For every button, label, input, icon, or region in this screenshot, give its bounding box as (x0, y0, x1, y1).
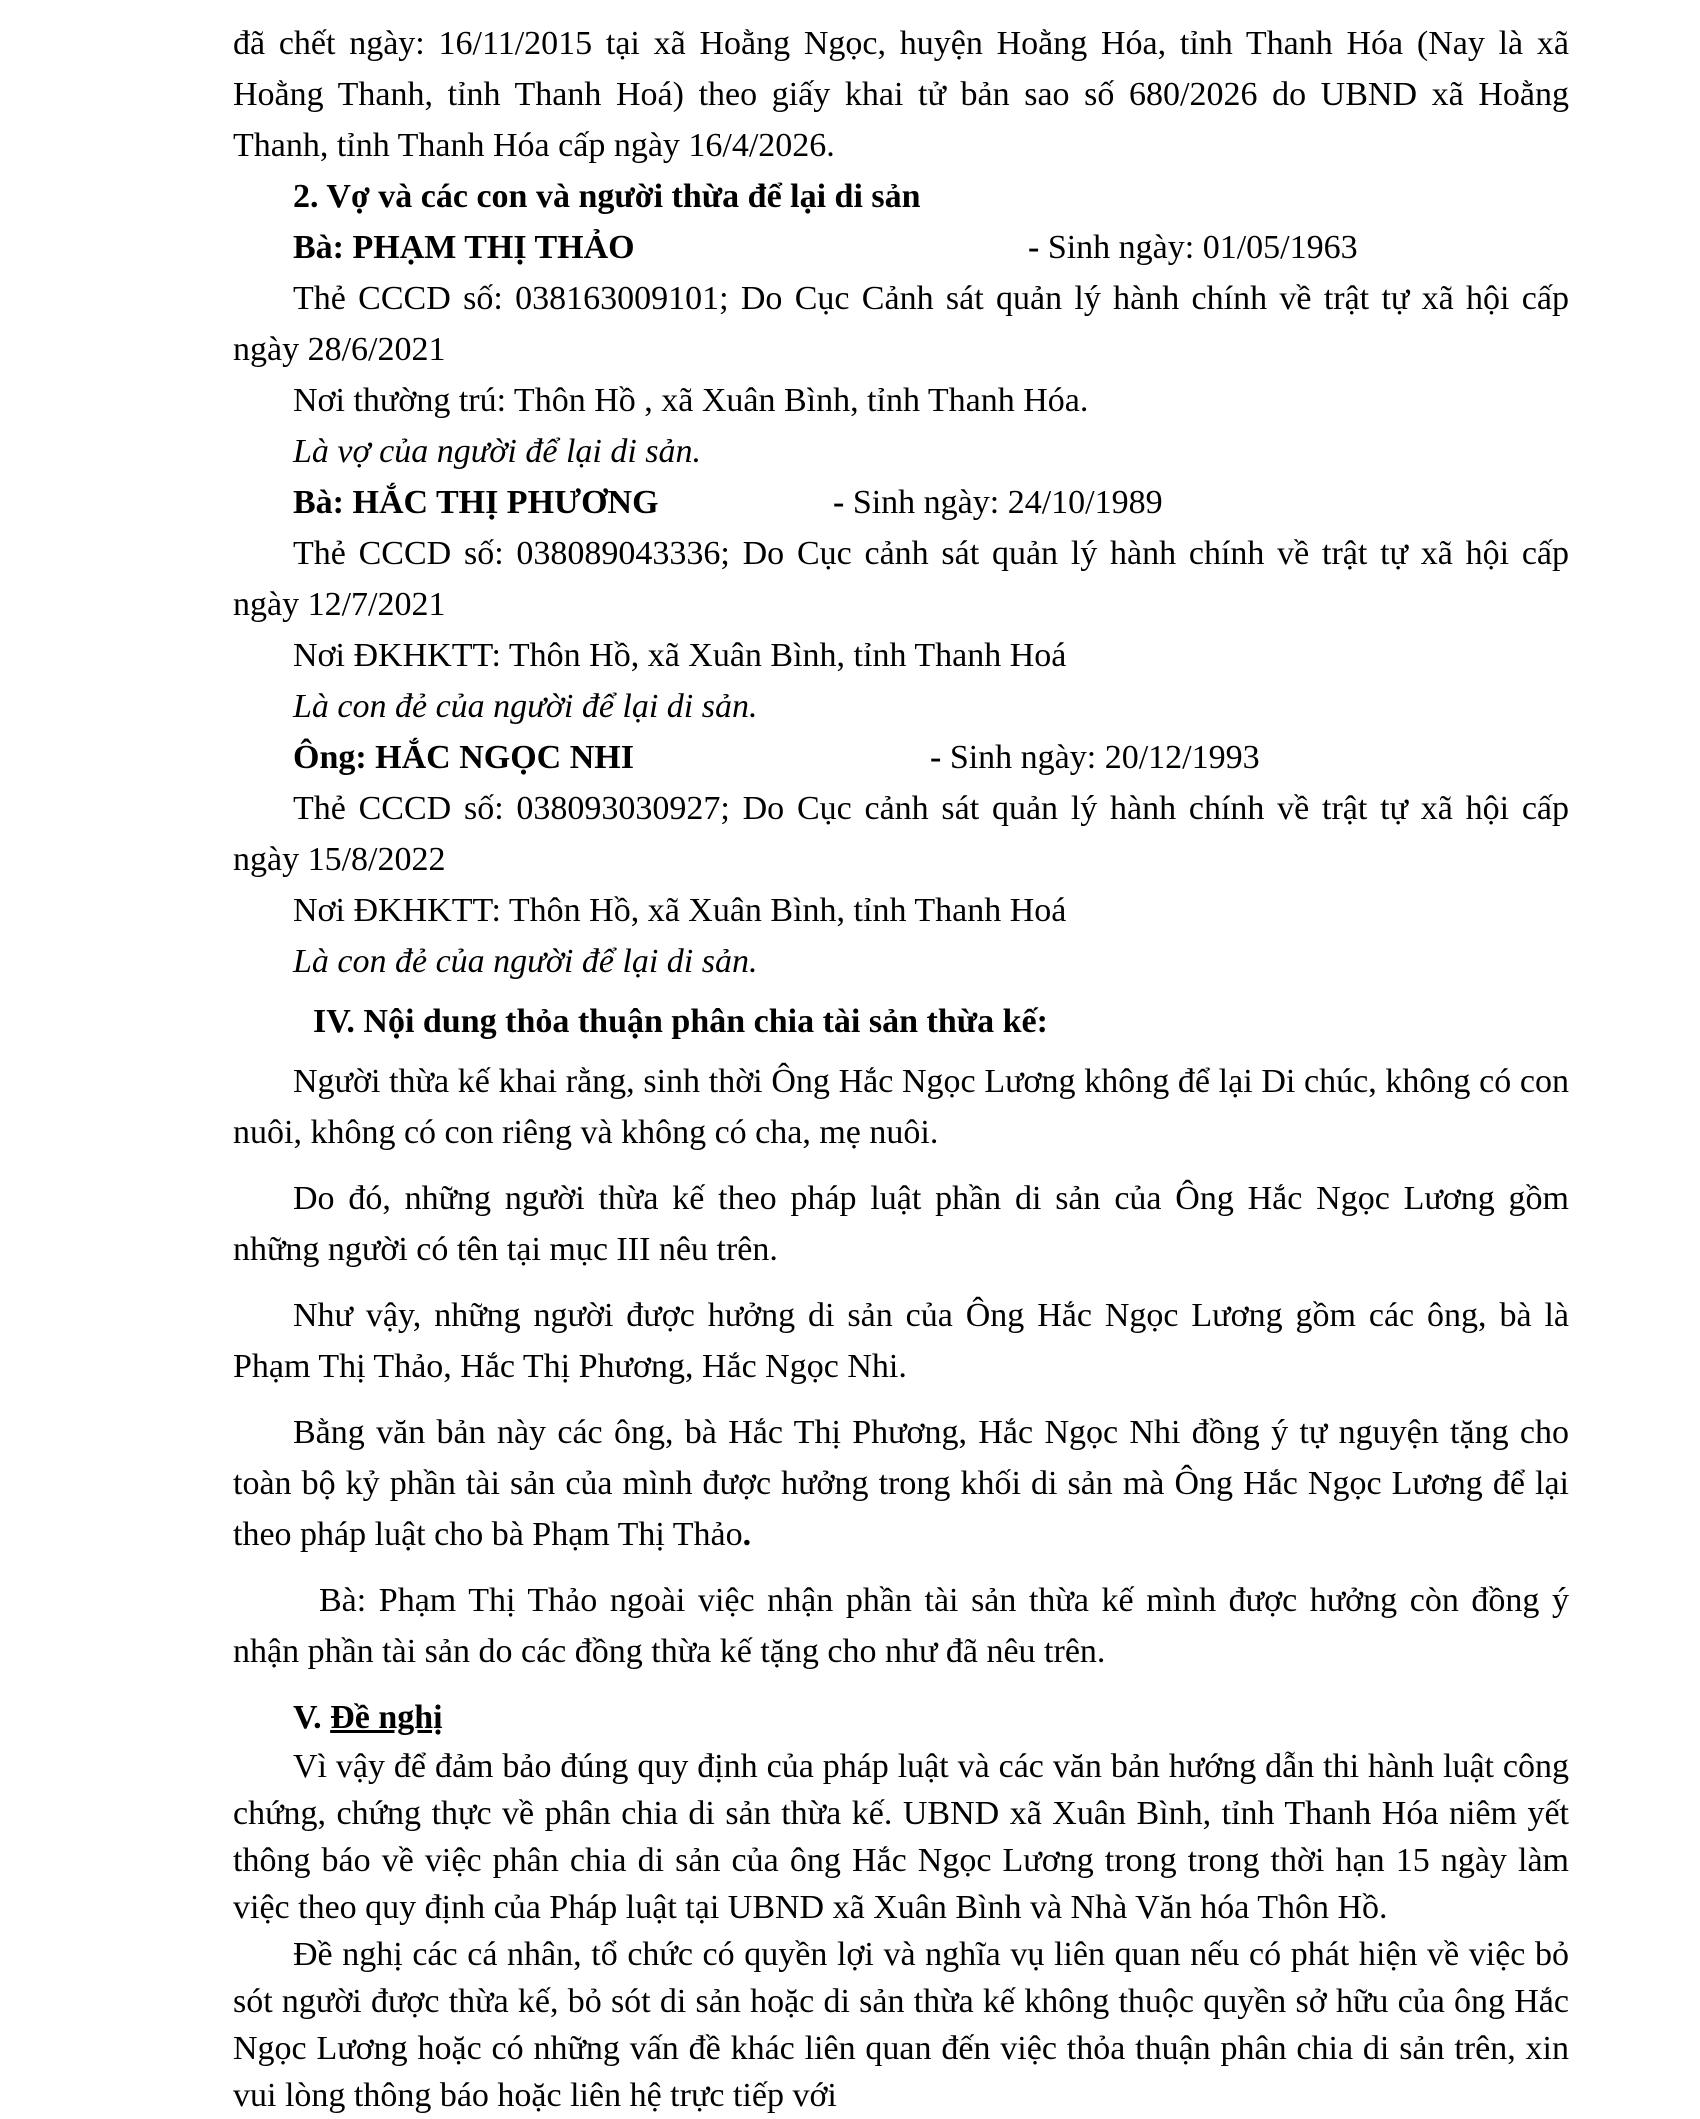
person-name: Bà: PHẠM THỊ THẢO (293, 229, 635, 266)
person-dob: - Sinh ngày: 01/05/1963 (1028, 229, 1358, 266)
person-name: Bà: HẮC THỊ PHƯƠNG (293, 484, 659, 521)
section-4-heading: IV. Nội dung thỏa thuận phân chia tài sản thừa kế: (313, 1003, 1048, 1040)
section-4-paragraph: Như vậy, những người được hưởng di sản của Ông Hắc Ngọc Lương gồm các ông, bà là Phạm Thị Thảo, Hắc Thị Phương, Hắc Ngọc Nhi. (233, 1297, 1569, 1385)
person-id-card: Thẻ CCCD số: 038163009101; Do Cục Cảnh sát quản lý hành chính về trật tự xã hội cấp ngày 28/6/2021 (233, 280, 1569, 368)
person-row-2 (233, 477, 1569, 528)
section-5-heading: V. Đề nghị (293, 1699, 443, 1736)
person-id-card: Thẻ CCCD số: 038089043336; Do Cục cảnh sát quản lý hành chính về trật tự xã hội cấp ngày 12/7/2021 (233, 535, 1569, 623)
section-4-paragraph: Bằng văn bản này các ông, bà Hắc Thị Phương, Hắc Ngọc Nhi đồng ý tự nguyện tặng cho toàn bộ kỷ phần tài sản của mình được hưởng trong khối di sản mà Ông Hắc Ngọc Lương để lại theo pháp luật cho bà Phạm Thị Thảo. (233, 1414, 1569, 1553)
person-relation: Là con đẻ của người để lại di sản. (293, 688, 758, 725)
document-page (233, 18, 1569, 2119)
person-relation: Là vợ của người để lại di sản. (293, 433, 702, 470)
section-4-paragraph: Bà: Phạm Thị Thảo ngoài việc nhận phần tài sản thừa kế mình được hưởng còn đồng ý nhận phần tài sản do các đồng thừa kế tặng cho như đã nêu trên. (233, 1582, 1569, 1670)
section-5-paragraph: Vì vậy để đảm bảo đúng quy định của pháp luật và các văn bản hướng dẫn thi hành luật công chứng, chứng thực về phân chia di sản thừa kế. UBND xã Xuân Bình, tỉnh Thanh Hóa niêm yết thông báo về việc phân chia di sản của ông Hắc Ngọc Lương trong trong thời hạn 15 ngày làm việc theo quy định của Pháp luật tại UBND xã Xuân Bình và Nhà Văn hóa Thôn Hồ. (233, 1748, 1569, 1926)
person-dob: - Sinh ngày: 24/10/1989 (833, 484, 1163, 521)
person-id-card: Thẻ CCCD số: 038093030927; Do Cục cảnh sát quản lý hành chính về trật tự xã hội cấp ngày 15/8/2022 (233, 790, 1569, 878)
section-4-paragraph: Người thừa kế khai rằng, sinh thời Ông Hắc Ngọc Lương không để lại Di chúc, không có con nuôi, không có con riêng và không có cha, mẹ nuôi. (233, 1063, 1569, 1151)
person-name: Ông: HẮC NGỌC NHI (293, 739, 634, 776)
section-2-heading: 2. Vợ và các con và người thừa để lại di sản (293, 178, 921, 215)
person-row-1 (233, 222, 1569, 273)
person-dob: - Sinh ngày: 20/12/1993 (930, 739, 1260, 776)
section-5-paragraph: Đề nghị các cá nhân, tổ chức có quyền lợi và nghĩa vụ liên quan nếu có phát hiện về việc bỏ sót người được thừa kế, bỏ sót di sản hoặc di sản thừa kế không thuộc quyền sở hữu của ông Hắc Ngọc Lương hoặc có những vấn đề khác liên quan đến việc thỏa thuận phân chia di sản trên, xin vui lòng thông báo hoặc liên hệ trực tiếp với (233, 1936, 1569, 2114)
person-relation: Là con đẻ của người để lại di sản. (293, 943, 758, 980)
person-residence: Nơi ĐKHKTT: Thôn Hồ, xã Xuân Bình, tỉnh Thanh Hoá (293, 892, 1067, 929)
person-residence: Nơi ĐKHKTT: Thôn Hồ, xã Xuân Bình, tỉnh Thanh Hoá (293, 637, 1067, 674)
person-row-3 (233, 732, 1569, 783)
person-residence: Nơi thường trú: Thôn Hồ , xã Xuân Bình, tỉnh Thanh Hóa. (293, 382, 1089, 419)
section-4-paragraph: Do đó, những người thừa kế theo pháp luật phần di sản của Ông Hắc Ngọc Lương gồm những người có tên tại mục III nêu trên. (233, 1180, 1569, 1268)
intro-paragraph: đã chết ngày: 16/11/2015 tại xã Hoằng Ngọc, huyện Hoằng Hóa, tỉnh Thanh Hóa (Nay là xã Hoằng Thanh, tỉnh Thanh Hoá) theo giấy khai tử bản sao số 680/2026 do UBND xã Hoằng Thanh, tỉnh Thanh Hóa cấp ngày 16/4/2026. (233, 25, 1569, 164)
